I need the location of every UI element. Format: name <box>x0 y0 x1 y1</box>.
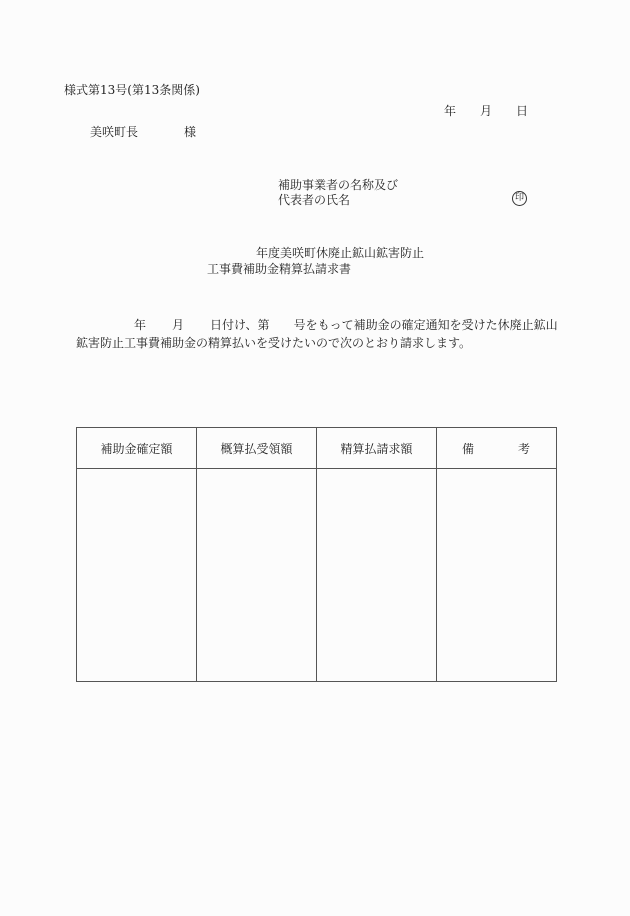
remarks-char-2: 考 <box>517 441 530 456</box>
cell-advance-received <box>197 469 317 682</box>
header-settlement-claim: 精算払請求額 <box>317 428 437 469</box>
applicant-label-line1: 補助事業者の名称及び <box>278 178 399 192</box>
date-line <box>444 104 528 118</box>
amounts-table <box>76 427 557 682</box>
body-month: 月 <box>172 318 185 332</box>
addressee-honorific: 様 <box>184 125 197 139</box>
header-remarks <box>437 428 557 469</box>
date-month-label: 月 <box>480 104 493 118</box>
cell-remarks <box>437 469 557 682</box>
header-confirmed-amount: 補助金確定額 <box>77 428 197 469</box>
document-title-line2: 工事費補助金精算払請求書 <box>207 262 352 276</box>
seal-icon: 印 <box>512 191 527 206</box>
body-number-suffix: 号をもって補助金の確定通知を受けた休廃止鉱山 <box>293 318 558 332</box>
table-header-row <box>77 428 557 469</box>
header-advance-received: 概算払受領額 <box>197 428 317 469</box>
remarks-char-1: 備 <box>462 441 475 456</box>
document-title-line1: 年度美咲町休廃止鉱山鉱害防止 <box>256 246 425 260</box>
date-day-label: 日 <box>516 104 529 118</box>
table-row <box>77 469 557 682</box>
body-day-suffix: 日付け、第 <box>210 318 270 332</box>
date-year-label: 年 <box>444 104 457 118</box>
cell-confirmed-amount <box>77 469 197 682</box>
form-number: 様式第13号(第13条関係) <box>64 83 200 97</box>
addressee-name: 美咲町長 <box>90 125 139 139</box>
addressee <box>90 125 196 139</box>
body-text-line2: 鉱害防止工事費補助金の精算払いを受けたいので次のとおり請求します。 <box>76 336 472 350</box>
cell-settlement-claim <box>317 469 437 682</box>
body-year: 年 <box>134 318 147 332</box>
applicant-label-line2: 代表者の氏名 <box>278 193 351 207</box>
body-text-line1 <box>134 318 558 332</box>
